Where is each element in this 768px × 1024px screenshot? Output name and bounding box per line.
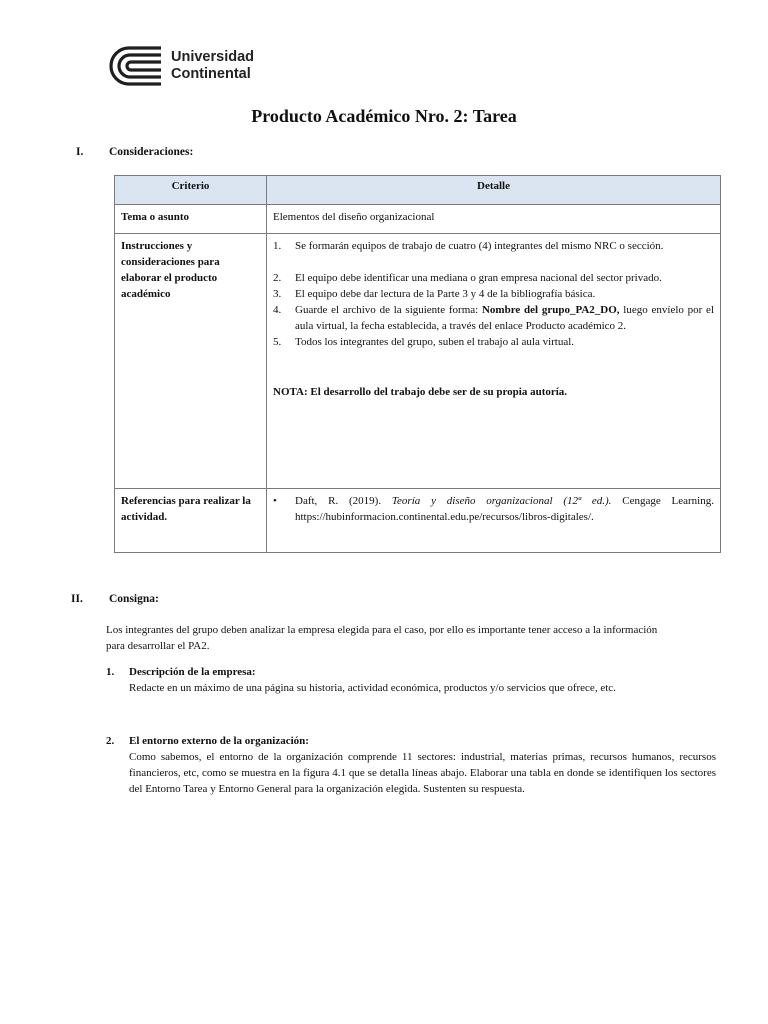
- list-gap: [273, 254, 714, 270]
- table-row: [115, 234, 721, 489]
- table-row: [115, 205, 721, 234]
- detalle-cell: Elementos del diseño organizacional: [267, 205, 721, 234]
- col-header-criterio: Criterio: [115, 176, 267, 205]
- section-label: Consigna:: [109, 593, 159, 605]
- col-header-detalle: Detalle: [267, 176, 721, 205]
- detalle-cell: [267, 234, 721, 489]
- consigna-intro: Los integrantes del grupo deben analizar la empresa elegida para el caso, por ello es importante tener acceso a la información para desarrollar el PA2.: [106, 624, 658, 652]
- item-title: El entorno externo de la organización:: [129, 735, 309, 747]
- section-label: Consideraciones:: [109, 146, 194, 158]
- list-item: 5. Todos los integrantes del grupo, suben el trabajo al aula virtual.: [273, 336, 575, 348]
- university-continental-logo-icon: [105, 44, 163, 88]
- consigna-item-2: [106, 733, 716, 797]
- instructions-list: [273, 238, 714, 350]
- university-logo: [105, 44, 254, 88]
- criterio-cell: Referencias para realizar la actividad.: [115, 489, 267, 553]
- item-number: 2.: [106, 735, 115, 747]
- logo-wordmark: [171, 49, 254, 83]
- list-item: 4. Guarde el archivo de la siguiente forma: Nombre del grupo_PA2_DO, luego envíelo por el aula virtual, la fecha establecida, a través del enlace Producto académico 2.: [273, 304, 714, 332]
- item-title: Descripción de la empresa:: [129, 666, 256, 678]
- criterio-cell: Tema o asunto: [115, 205, 267, 234]
- section-number: I.: [76, 146, 84, 158]
- item-body: Como sabemos, el entorno de la organización comprende 11 sectores: industrial, materias primas, recursos humanos, recursos financieros, etc, como se muestra en la figura 4.1 que se detalla líneas abajo. Elaborar una tabla en donde se identifiquen los sectores del Entorno Tarea y Entorno General para la organización elegida. Sustenten su respuesta.: [129, 751, 716, 795]
- list-item: 3. El equipo debe dar lectura de la Parte 3 y 4 de la bibliografía básica.: [273, 288, 596, 300]
- reference-url: https://hubinformacion.continental.edu.pe/recursos/libros-digitales/.: [295, 511, 594, 523]
- list-item: 1. Se formarán equipos de trabajo de cuatro (4) integrantes del mismo NRC o sección.: [273, 240, 664, 252]
- note-text: NOTA: El desarrollo del trabajo debe ser de su propia autoría.: [273, 386, 568, 398]
- table-row: [115, 489, 721, 553]
- criterio-cell: Instrucciones y consideraciones para elaborar el producto académico: [115, 234, 267, 489]
- detalle-cell: [267, 489, 721, 553]
- table-header-row: [115, 176, 721, 205]
- bullet-icon: •: [273, 495, 277, 507]
- item-body: Redacte en un máximo de una página su historia, actividad económica, productos y/o servicios que ofrece, etc.: [129, 682, 616, 694]
- section-number: II.: [71, 593, 83, 605]
- document-title: Producto Académico Nro. 2: Tarea: [251, 106, 517, 126]
- criteria-table: [114, 175, 721, 553]
- item-number: 1.: [106, 666, 115, 678]
- consigna-item-1: [106, 664, 716, 696]
- logo-line-2: Continental: [171, 66, 251, 82]
- file-name-format: Nombre del grupo_PA2_DO,: [481, 304, 620, 316]
- list-item: 2. El equipo debe identificar una mediana o gran empresa nacional del sector privado.: [273, 272, 662, 284]
- book-title: Teoría y diseño organizacional (12ª ed.).: [391, 495, 612, 507]
- logo-line-1: Universidad: [171, 49, 254, 65]
- reference-entry: • Daft, R. (2019). Teoría y diseño organizacional (12ª ed.). Cengage Learning. https://hubinformacion.continental.edu.pe/recursos/libros-digitales/.: [273, 495, 714, 523]
